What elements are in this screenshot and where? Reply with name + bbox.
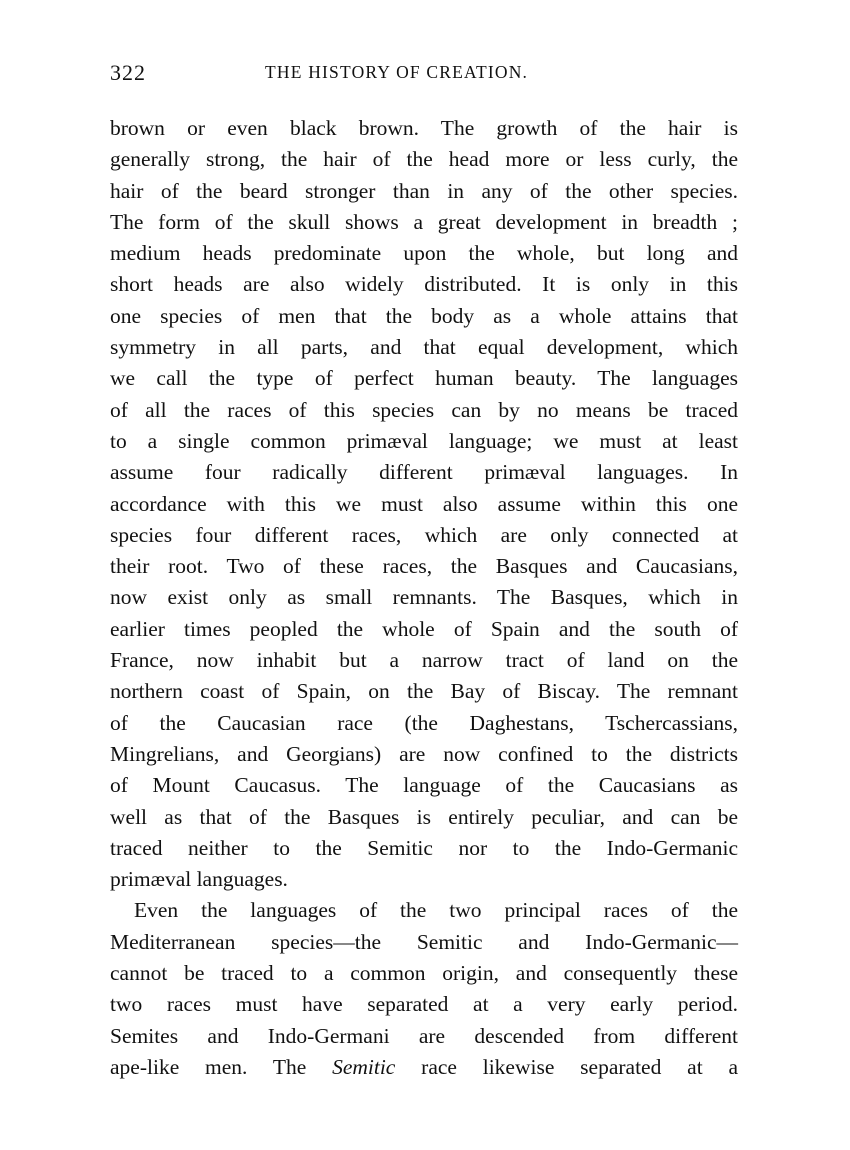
italic-word: Semitic: [332, 1054, 396, 1079]
text-line: [110, 1052, 738, 1083]
text-line: species four different races, which are only connected at: [110, 522, 738, 547]
paragraph: [110, 895, 738, 1083]
text-line: of Mount Caucasus. The language of the Caucasians as: [110, 773, 738, 798]
running-title: THE HISTORY OF CREATION.: [265, 62, 529, 82]
text-line: one species of men that the body as a whole attains that: [110, 303, 738, 328]
text-line: generally strong, the hair of the head more or less curly, the: [110, 147, 738, 172]
text-line: we call the type of perfect human beauty. The languages: [110, 366, 738, 391]
text-line: symmetry in all parts, and that equal development, which: [110, 335, 738, 360]
text-line: brown or even black brown. The growth of the hair is: [110, 116, 738, 140]
text-fragment: ape-like men. The: [110, 1054, 333, 1079]
text-line: traced neither to the Semitic nor to the Indo-Germanic: [110, 835, 738, 860]
text-line: Semites and Indo-Germani are descended from different: [110, 1023, 738, 1048]
text-line: The form of the skull shows a great development in breadth ;: [110, 209, 738, 234]
text-line: to a single common primæval language; we must at least: [110, 428, 738, 453]
text-line: northern coast of Spain, on the Bay of Biscay. The remnant: [110, 679, 738, 704]
text-line: well as that of the Basques is entirely peculiar, and can be: [110, 804, 738, 829]
paragraph: [110, 113, 738, 895]
text-line: Even the languages of the two principal races of the: [134, 898, 738, 923]
text-line: of the Caucasian race (the Daghestans, Tschercassians,: [110, 710, 738, 735]
text-line: of all the races of this species can by no means be traced: [110, 397, 738, 422]
text-line: short heads are also widely distributed. It is only in this: [110, 272, 738, 297]
page-number: 322: [110, 60, 146, 85]
text-line: medium heads predominate upon the whole, but long and: [110, 241, 738, 266]
text-line: their root. Two of these races, the Basques and Caucasians,: [110, 554, 738, 579]
body-text: [110, 113, 738, 1083]
text-line: France, now inhabit but a narrow tract of land on the: [110, 648, 738, 673]
text-line: primæval languages.: [110, 867, 288, 892]
text-line: now exist only as small remnants. The Basques, which in: [110, 585, 738, 610]
text-line: assume four radically different primæval languages. In: [110, 460, 738, 485]
text-line: accordance with this we must also assume within this one: [110, 491, 738, 516]
text-line: two races must have separated at a very early period.: [110, 992, 738, 1017]
text-fragment: race likewise separated at a: [395, 1054, 739, 1079]
text-line: Mingrelians, and Georgians) are now confined to the districts: [110, 741, 738, 766]
text-line: cannot be traced to a common origin, and consequently these: [110, 961, 738, 986]
text-line: Mediterranean species—the Semitic and Indo-Germanic—: [110, 929, 738, 954]
text-line: hair of the beard stronger than in any of the other species.: [110, 178, 738, 203]
text-line: earlier times peopled the whole of Spain and the south of: [110, 616, 738, 641]
running-head: [110, 60, 738, 90]
